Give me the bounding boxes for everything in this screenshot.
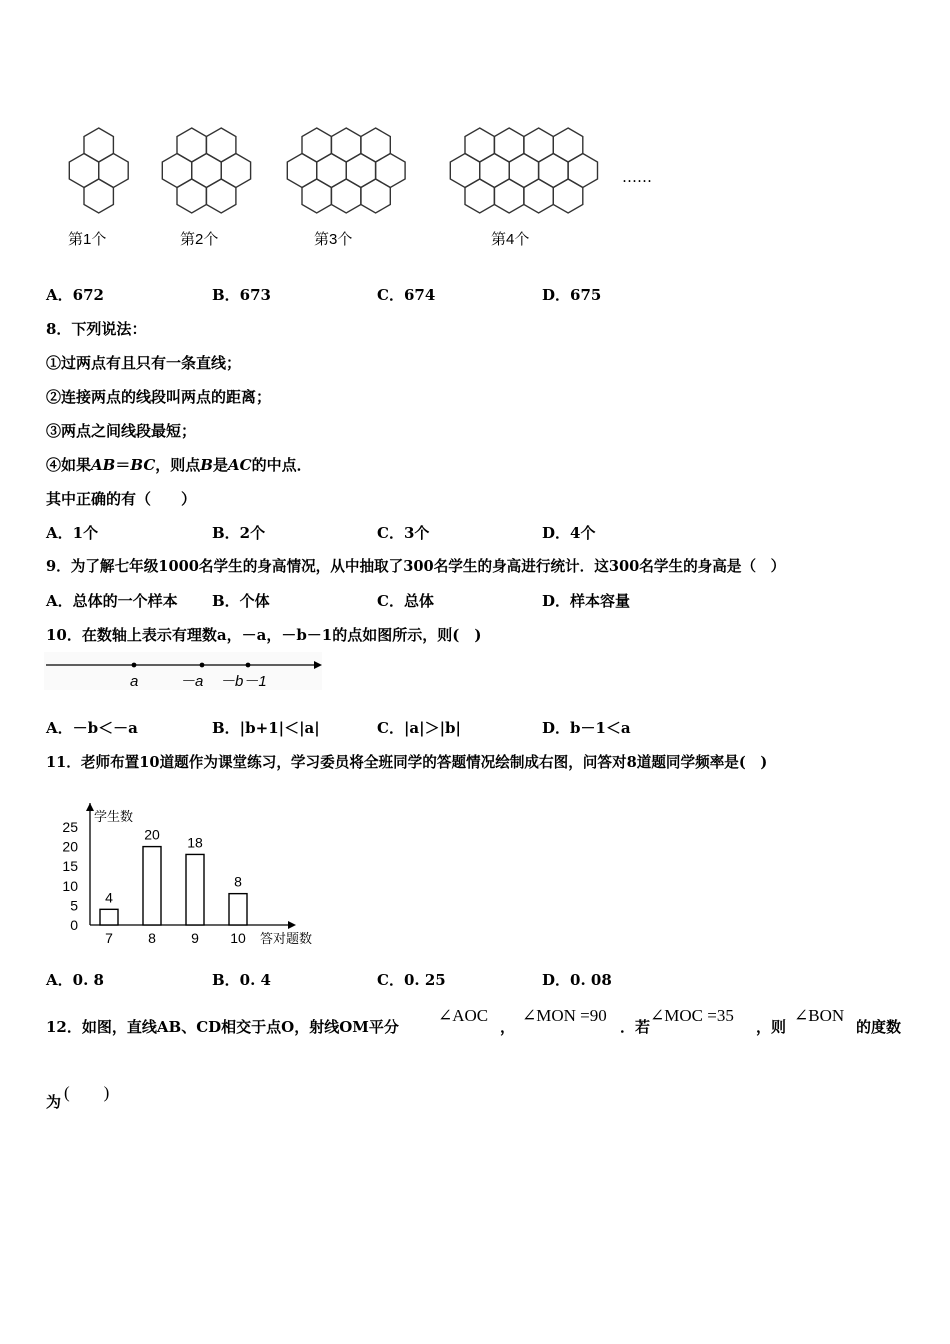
label-a: a <box>130 673 139 690</box>
q8-statement-4 <box>46 455 312 475</box>
hexagon-cell <box>376 154 406 188</box>
q12-stem-pre: 12．如图，直线AB、CD相交于点O，射线OM平分 <box>46 1018 399 1036</box>
q12-angle-mon: ∠MON =90 <box>522 1006 607 1025</box>
hexagon-cell <box>84 128 113 162</box>
hexagon-cell <box>465 128 494 162</box>
hex-label-3: 第3个 <box>314 231 353 248</box>
hex-label-1: 第1个 <box>68 231 107 248</box>
q10-stem: 10．在数轴上表示有理数a，－a，－b－1的点如图所示，则( ) <box>46 626 482 644</box>
hexagon-cell <box>494 179 524 213</box>
q8-s4-b: B <box>200 456 213 474</box>
q12-line2: 为 <box>46 1093 62 1111</box>
bar <box>143 847 161 925</box>
hexagon-cell <box>177 179 206 213</box>
q8-s4-bc: BC <box>130 456 156 474</box>
bar-data-label: 18 <box>187 834 203 851</box>
q9-option-d[interactable]: D．样本容量 <box>542 592 631 610</box>
q8-s4-ac: AC <box>227 456 252 474</box>
hexagon-cell <box>302 128 331 162</box>
hexagon-cell <box>361 128 390 162</box>
bar <box>229 894 247 925</box>
q12-paren: ( ) <box>64 1083 110 1102</box>
hexagon-cell <box>302 179 331 213</box>
bar-data-label: 20 <box>144 826 160 843</box>
q12-sep3: ，则 <box>756 1018 787 1036</box>
q10-option-d[interactable]: D．b－1＜a <box>542 719 631 737</box>
point-neg-b-minus-1 <box>246 663 251 668</box>
q8-option-a[interactable]: A．1个 <box>46 524 99 542</box>
hexagon-cell <box>480 154 510 188</box>
label-neg-b-minus-1: －b－1 <box>220 673 267 690</box>
q11-stem: 11．老师布置10道题作为课堂练习，学习委员将全班同学的答题情况绘制成右图，问答对8道题同学频率是( ) <box>46 754 768 771</box>
hexagon-cell <box>177 128 206 162</box>
x-tick-label: 8 <box>148 930 156 946</box>
q7-option-b[interactable]: B．673 <box>212 286 271 304</box>
x-axis-arrow <box>288 921 296 929</box>
q8-stem: 8．下列说法： <box>46 320 147 338</box>
hexagon-cell <box>206 128 236 162</box>
hexagon-cell <box>84 179 113 213</box>
q7-option-d[interactable]: D．675 <box>542 286 602 304</box>
y-tick-label: 10 <box>62 877 78 894</box>
hexagon-cell <box>331 128 361 162</box>
q8-statement-1: ①过两点有且只有一条直线； <box>46 354 242 372</box>
q9-option-b[interactable]: B．个体 <box>212 592 270 610</box>
hexagon-cell <box>553 128 583 162</box>
bar-chart <box>48 785 338 950</box>
q11-option-b[interactable]: B．0. 4 <box>212 971 271 989</box>
y-tick-label: 25 <box>62 819 78 835</box>
q10-option-c[interactable]: C．|a|＞|b| <box>377 719 461 737</box>
hexagon-cell <box>287 154 316 188</box>
q8-s4-pre: ④如果 <box>46 456 92 474</box>
q8-s4-ab: AB <box>91 456 116 474</box>
q7-option-a[interactable]: A．672 <box>46 286 104 304</box>
hexagon-cell <box>553 179 583 213</box>
q8-option-c[interactable]: C．3个 <box>377 524 430 542</box>
hexagon-cell <box>524 179 553 213</box>
q7-option-c[interactable]: C．674 <box>377 286 436 304</box>
hexagon-cell <box>162 154 191 188</box>
hexagon-cell <box>494 128 524 162</box>
hex-label-2: 第2个 <box>180 231 219 248</box>
hexagon-cell <box>69 154 98 188</box>
x-tick-label: 9 <box>191 930 199 946</box>
hexagon-cell <box>450 154 479 188</box>
hexagon-cell <box>568 154 597 188</box>
q8-option-b[interactable]: B．2个 <box>212 524 266 542</box>
q11-option-c[interactable]: C．0. 25 <box>377 971 446 989</box>
hexagon-cell <box>206 179 236 213</box>
q8-s4-end: 的中点． <box>251 456 312 474</box>
hexagon-cell <box>465 179 494 213</box>
point-neg-a <box>200 663 205 668</box>
hexagon-cell <box>539 154 569 188</box>
q8-s4-mid: ，则点 <box>155 456 201 474</box>
y-axis-label: 学生数 <box>94 809 134 824</box>
y-tick-label: 5 <box>70 897 78 914</box>
bar <box>186 854 204 925</box>
hexagon-cell <box>524 128 553 162</box>
hexagon-pattern-figure <box>40 115 680 255</box>
q10-option-b[interactable]: B．|b+1|＜|a| <box>212 719 320 737</box>
hexagon-cell <box>346 154 375 188</box>
q12-angle-aoc: ∠AOC <box>438 1006 489 1025</box>
y-tick-label: 0 <box>70 917 78 933</box>
y-axis-arrow <box>86 803 94 811</box>
q11-option-d[interactable]: D．0. 08 <box>542 971 612 989</box>
hex-label-4: 第4个 <box>491 231 530 248</box>
q8-s4-eq: ＝ <box>115 456 131 474</box>
hexagon-cell <box>317 154 347 188</box>
bar-data-label: 4 <box>105 889 113 906</box>
bar <box>100 909 118 925</box>
q8-statement-3: ③两点之间线段最短； <box>46 422 197 440</box>
y-tick-label: 20 <box>62 838 78 855</box>
x-tick-label: 7 <box>105 930 113 946</box>
x-axis-label: 答对题数 <box>260 931 313 946</box>
bar-data-label: 8 <box>234 873 242 890</box>
q11-option-a[interactable]: A．0. 8 <box>46 971 104 989</box>
hexagon-cell <box>331 179 361 213</box>
label-neg-a: －a <box>180 673 204 690</box>
hexagon-cell <box>509 154 538 188</box>
q12-sep2: ．若 <box>620 1018 651 1036</box>
q8-statement-2: ②连接两点的线段叫两点的距离； <box>46 388 272 406</box>
hexagon-cell <box>361 179 390 213</box>
q12-sep1: ， <box>500 1018 516 1036</box>
q9-stem: 9．为了解七年级1000名学生的身高情况，从中抽取了300名学生的身高进行统计．这300名学生的身高是（ ） <box>46 558 786 575</box>
q8-s4-is: 是 <box>212 456 228 474</box>
point-a <box>132 663 137 668</box>
q12-angle-bon: ∠BON <box>794 1006 845 1025</box>
q10-option-a[interactable]: A．－b＜－a <box>46 719 138 737</box>
number-line <box>44 652 324 692</box>
hexagon-cell <box>99 154 129 188</box>
hex-ellipsis: …… <box>622 168 652 186</box>
q9-option-c[interactable]: C．总体 <box>377 592 434 610</box>
q12-angle-moc: ∠MOC =35 <box>650 1006 734 1025</box>
q8-ask: 其中正确的有（ ） <box>46 490 197 508</box>
q8-option-d[interactable]: D．4个 <box>542 524 596 542</box>
hexagon-cell <box>192 154 222 188</box>
hexagon-cell <box>221 154 250 188</box>
y-tick-label: 15 <box>62 858 78 875</box>
x-tick-label: 10 <box>230 930 246 946</box>
q9-option-a[interactable]: A．总体的一个样本 <box>46 592 178 610</box>
q12-stem-post: 的度数 <box>856 1018 902 1036</box>
